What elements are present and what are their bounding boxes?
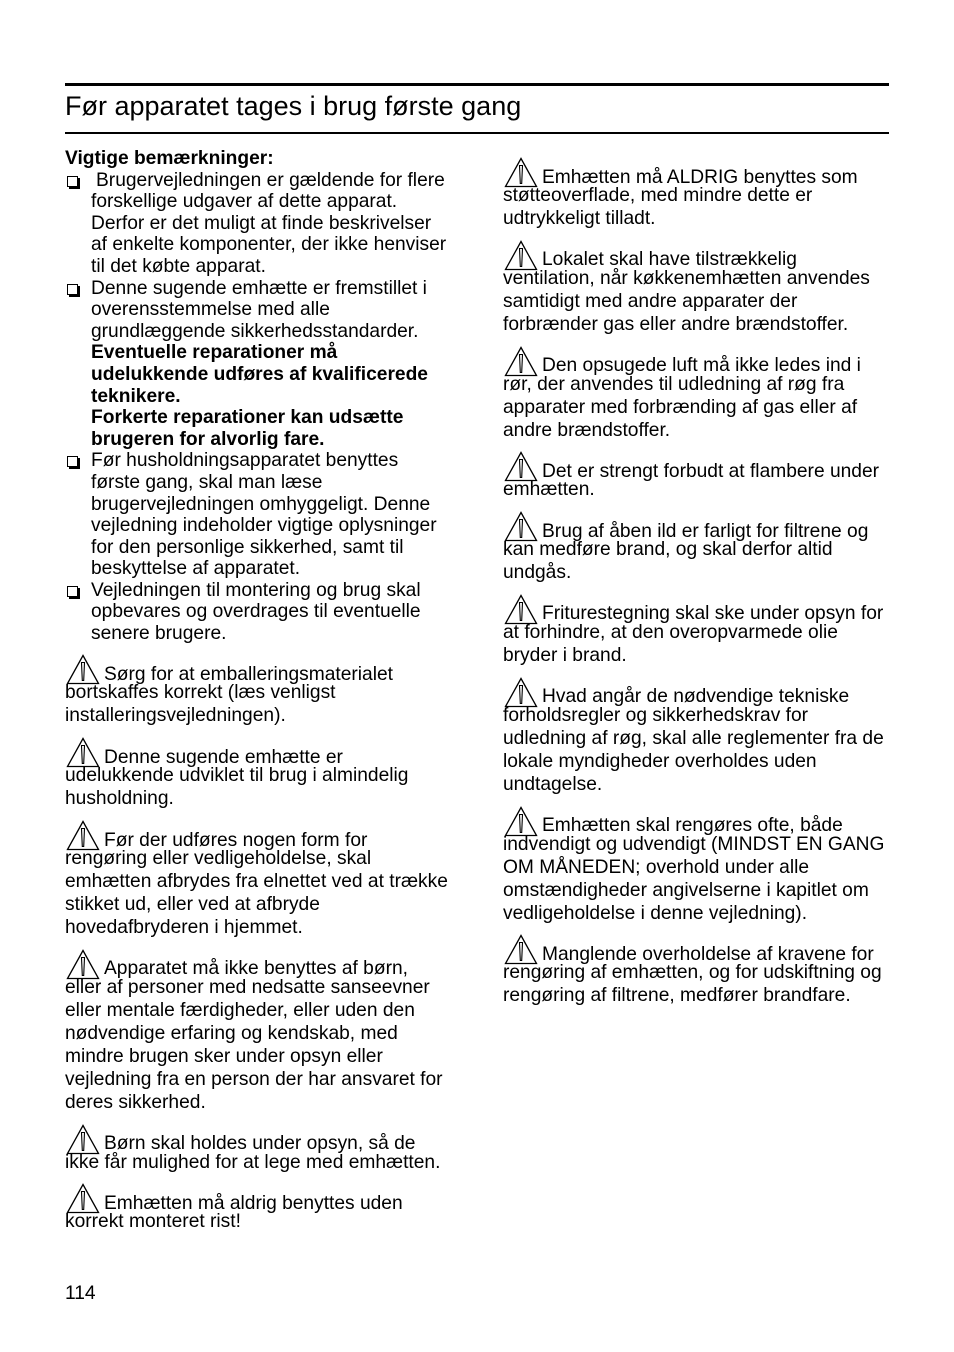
list-item-text-line: til det købte apparat. [91,255,266,277]
title-underline-rule [65,132,889,134]
shadowed-square-bullet-icon [67,456,78,467]
warning-text-line: ventilation, når køkkenemhætten anvendes [503,267,870,289]
list-item-text-line: senere brugere. [91,623,227,645]
warning-text-line: rengøring af filtrene, medfører brandfare. [503,985,851,1007]
warning-note [65,820,457,939]
warning-text-line: støtteoverflade, med mindre dette er [503,185,813,206]
warning-triangle-icon [66,1124,100,1155]
warning-text-line: apparater med forbrænding af gas eller af [503,396,858,418]
warning-note [503,346,895,442]
shadowed-square-bullet-icon [67,176,78,187]
warning-text-line: Emhætten skal rengøres ofte, både [542,815,843,837]
page-number: 114 [65,1283,96,1304]
list-item-text-line: for den personlige sikkerhed, samt til [91,536,404,558]
warning-triangle-icon [504,594,538,625]
list-item-text-line: brugervejledningen omhyggeligt. Denne [91,493,431,515]
warning-note [503,594,895,667]
warning-triangle-icon [66,737,100,768]
list-item [65,580,457,645]
warning-text-line: udelukkende udviklet til brug i almindelig [65,765,409,787]
warning-text-line: Børn skal holdes under opsyn, så de [104,1133,416,1155]
warning-text-line: Før der udføres nogen form for [104,829,368,851]
warnings-left [65,654,457,1233]
important-notes-list [65,170,457,645]
list-item-text-line: af enkelte komponenter, der ikke henviser [91,234,447,256]
warning-text-line: samtidigt med andre apparater der [503,290,798,312]
list-item [65,278,457,451]
warning-text-line: emhætten. [503,479,595,501]
warning-text-line: eller mentale færdigheder, eller uden den [65,999,415,1021]
warning-triangle-icon [504,806,538,837]
list-item-text-line: vejledning indeholder vigtige oplysninger [91,515,437,537]
warning-triangle-icon [66,1183,100,1214]
warning-note [503,511,895,584]
warning-text-line: Hvad angår de nødvendige tekniske [542,686,850,708]
warning-note [503,934,895,1007]
warning-text-line: Det er strengt forbudt at flambere under [542,460,880,482]
warning-text-line: mindre brugen sker under opsyn eller [65,1045,383,1067]
warning-text-line: undtagelse. [503,773,603,795]
shadowed-square-bullet-icon [67,284,78,295]
list-item-text-line: beskyttelse af apparatet. [91,558,301,580]
warning-text-line: indvendigt og udvendigt (MINDST EN GANG [503,833,885,855]
list-item-text-line: opbevares og overdrages til eventuelle [91,601,421,623]
warning-text-line: forbrænder gas eller andre brændstoffer. [503,313,849,335]
warning-triangle-icon [504,451,538,482]
warning-text-line: OM MÅNEDEN; overhold under alle [503,856,810,878]
list-item-text-line: Før husholdningsapparatet benyttes [91,450,399,472]
warning-triangle-icon [504,934,538,965]
warning-note [65,1183,457,1233]
warning-text-line: kan medføre brand, og skal derfor altid [503,539,833,561]
shadowed-square-bullet-icon [67,586,78,597]
warning-text-line: rør, der anvendes til udledning af røg fra [503,373,845,395]
warning-note [65,737,457,810]
warning-text-line: at forhindre, at den overopvarmede olie [503,621,838,643]
warning-text-line: Sørg for at emballeringsmaterialet [104,663,393,685]
list-item-emphasis-line: udelukkende udføres af kvalificerede [91,363,428,385]
warning-text-line: lokale myndigheder overholdes uden [503,750,817,772]
warning-note [65,1124,457,1174]
list-item-text-line: overensstemmelse med alle [91,299,330,321]
warning-text-line: vedligeholdelse i denne vejledning). [503,902,808,924]
warning-triangle-icon [504,157,538,188]
top-rule [65,83,889,86]
warning-text-line: omstændigheder angivelserne i kapitlet om [503,879,869,901]
list-item [65,450,457,580]
warning-text-line: Emhætten må ALDRIG benyttes som [542,166,858,188]
list-item-text-line: første gang, skal man læse [91,471,323,493]
list-item [65,170,457,278]
list-item-emphasis-line: brugeren for alvorlig fare. [91,428,325,450]
warning-note [503,240,895,336]
list-item-text-line: Derfor er det muligt at finde beskrivelser [91,212,432,234]
warning-text-line: Brug af åben ild er farligt for filtrene og [542,520,869,542]
warning-text-line: stikket ud, eller ved at afbryde [65,894,320,916]
list-item-emphasis-line: Forkerte reparationer kan udsætte [91,407,404,429]
warning-text-line: Lokalet skal have tilstrækkelig [542,249,797,271]
warning-text-line: Friturestegning skal ske under opsyn for [542,603,884,625]
warning-text-line: hovedafbryderen i hjemmet. [65,917,303,939]
warning-triangle-icon [504,346,538,377]
warning-text-line: bortskaffes korrekt (læs venligst [65,682,336,704]
warning-note [65,654,457,727]
list-item-text-line: forskellige udgaver af dette apparat. [91,191,398,213]
warning-triangle-icon [66,820,100,851]
warning-text-line: emhætten afbrydes fra elnettet ved at trække [65,871,448,893]
warning-text-line: Den opsugede luft må ikke ledes ind i [542,355,861,377]
list-item-emphasis-line: teknikere. [91,385,181,407]
list-item-text-line: grundlæggende sikkerhedsstandarder. [91,320,419,342]
warning-text-line: husholdning. [65,788,174,810]
warning-note [503,157,895,230]
list-item-text-line: Denne sugende emhætte er fremstillet i [91,277,427,299]
warning-text-line: eller af personer med nedsatte sanseevner [65,976,430,998]
warning-text-line: korrekt monteret rist! [65,1211,241,1233]
warning-text-line: nødvendige erfaring og kendskab, med [65,1022,398,1044]
warning-text-line: forholdsregler og sikkerhedskrav for [503,704,809,726]
warning-note [503,806,895,925]
list-item-text-line: Brugervejledningen er gældende for flere [96,169,445,191]
warning-triangle-icon [66,949,100,980]
warning-triangle-icon [66,654,100,685]
warning-triangle-icon [504,677,538,708]
warning-text-line: udledning af røg, skal alle reglementer fra de [503,727,884,749]
warning-text-line: rengøring eller vedligeholdelse, skal [65,848,372,870]
notes-heading: Vigtige bemærkninger: [65,148,274,169]
warning-note [65,949,457,1114]
warning-text-line: installeringsvejledningen). [65,705,286,727]
warning-text-line: vejledning fra en person der har ansvaret for [65,1068,443,1090]
warning-text-line: Apparatet må ikke benyttes af børn, [104,958,408,980]
list-item-emphasis-line: Eventuelle reparationer må [91,342,338,364]
left-column [65,148,457,1233]
list-item-text-line: Vejledningen til montering og brug skal [91,579,421,601]
warning-text-line: rengøring af emhætten, og for udskiftning og [503,962,882,984]
warning-text-line: Manglende overholdelse af kravene for [542,943,874,965]
warning-triangle-icon [504,511,538,542]
warning-note [503,451,895,501]
warning-note [503,677,895,796]
warning-triangle-icon [504,240,538,271]
page-title: Før apparatet tages i brug første gang [65,91,522,121]
warning-text-line: Denne sugende emhætte er [104,746,343,768]
warning-text-line: deres sikkerhed. [65,1091,206,1113]
warning-text-line: andre brændstoffer. [503,419,671,441]
warning-text-line: ikke får mulighed for at lege med emhætten. [65,1151,441,1173]
warning-text-line: Emhætten må aldrig benyttes uden [104,1192,403,1214]
warning-text-line: udtrykkeligt tilladt. [503,208,656,229]
right-column [503,157,895,1007]
warning-text-line: undgås. [503,562,572,584]
warning-text-line: bryder i brand. [503,644,627,666]
